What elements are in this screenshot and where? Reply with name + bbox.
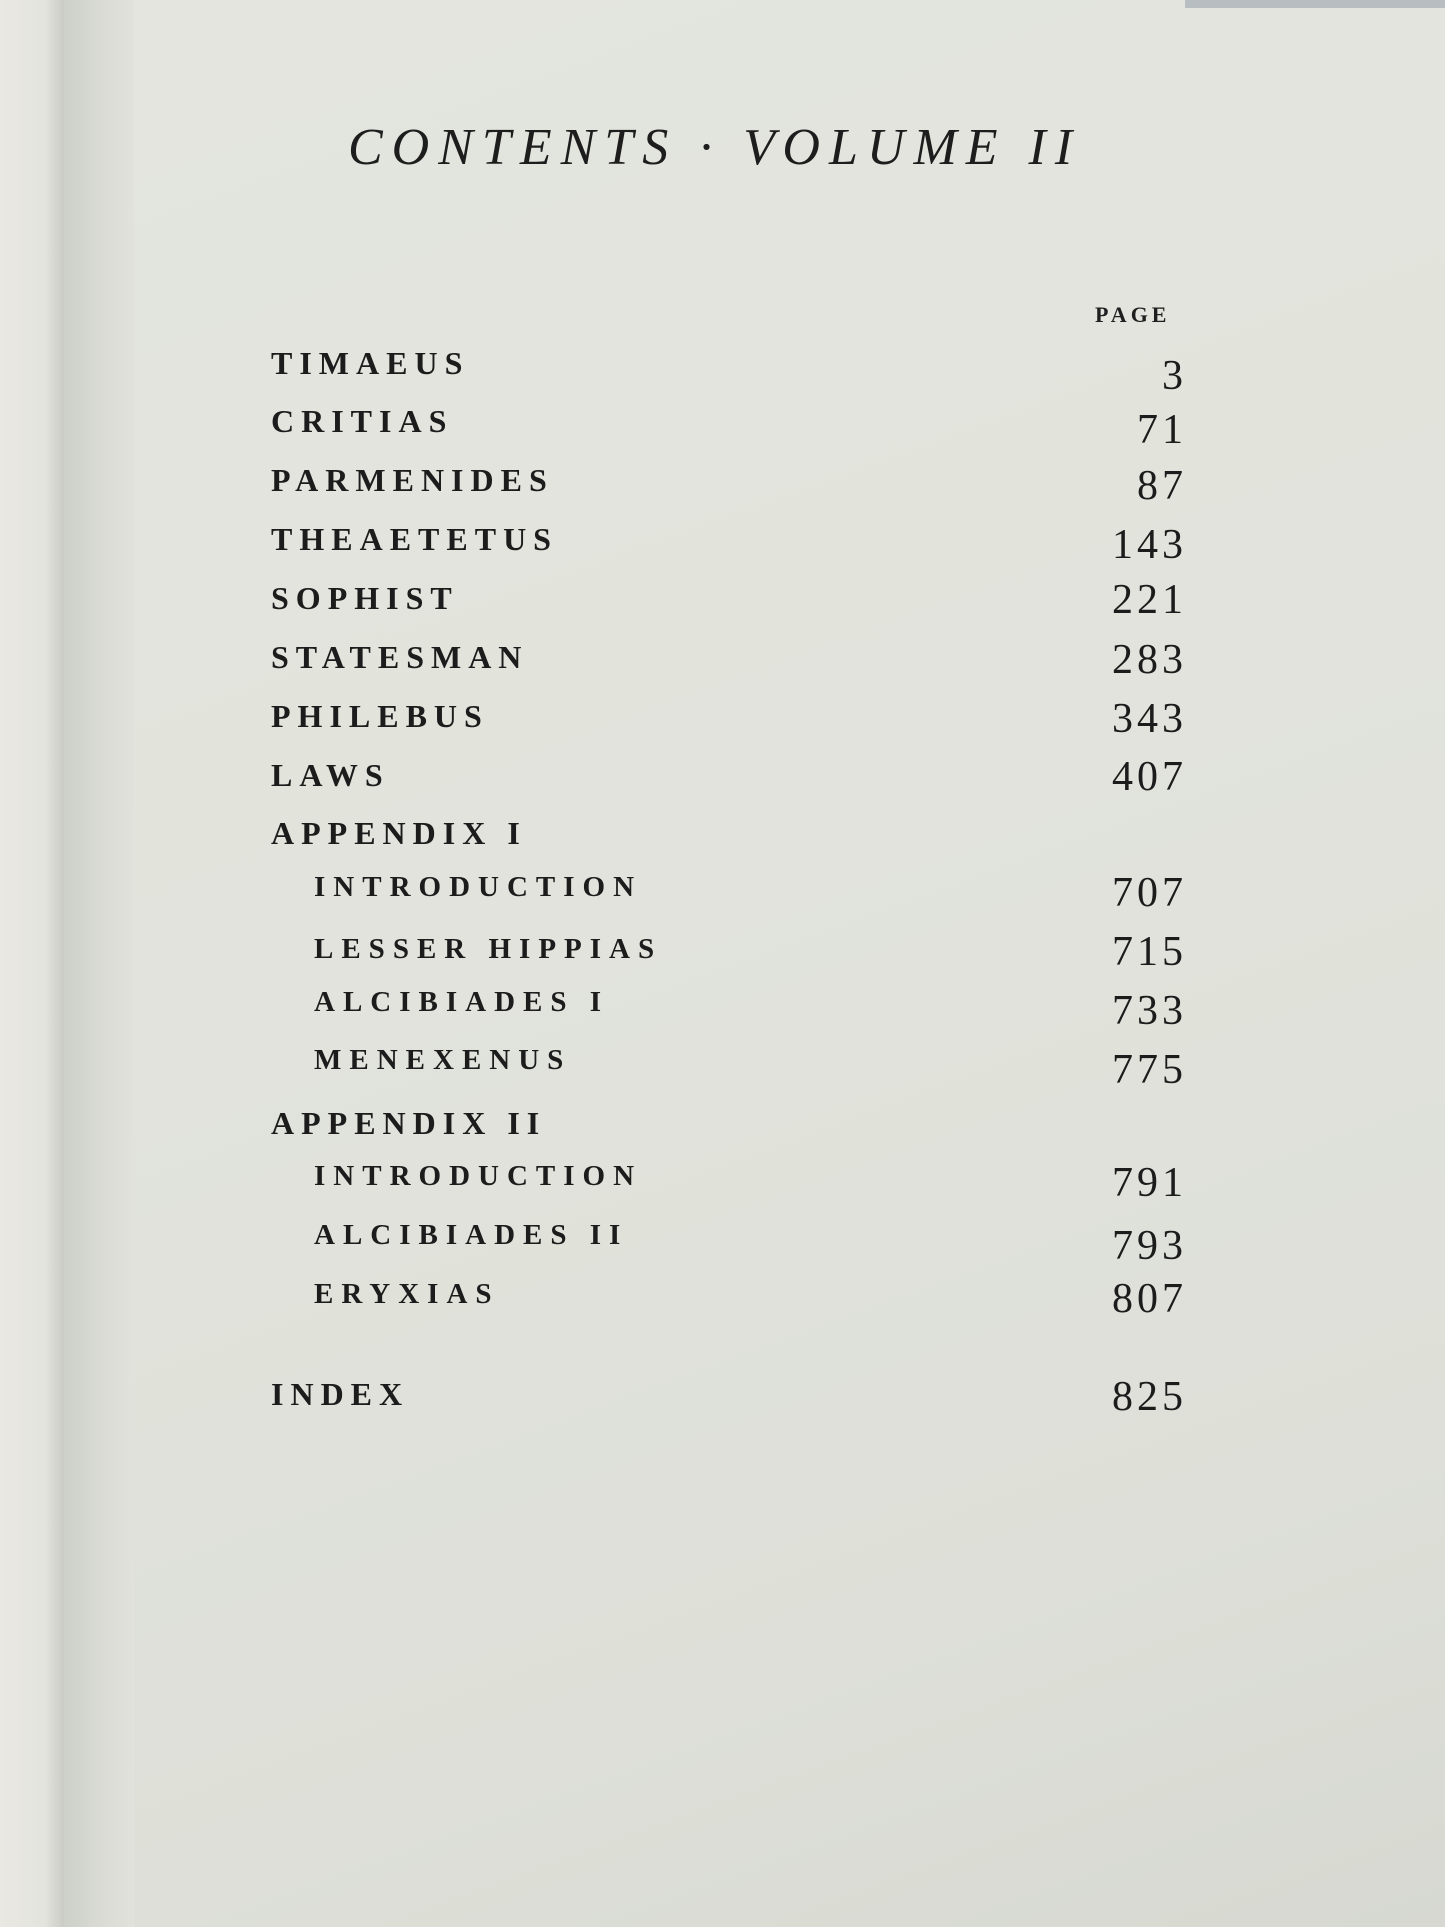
toc-section-appendix-ii: APPENDIX II <box>271 1105 547 1141</box>
toc-page-timaeus: 3 <box>1162 353 1187 399</box>
toc-entry-lesser-hippias: LESSER HIPPIAS <box>314 933 663 965</box>
toc-page-introduction-appendix-ii: 791 <box>1112 1160 1187 1206</box>
toc-page-index: 825 <box>1112 1374 1187 1420</box>
toc-entry-statesman: STATESMAN <box>271 639 529 675</box>
toc-page-philebus: 343 <box>1112 696 1187 742</box>
toc-page-lesser-hippias: 715 <box>1112 929 1187 975</box>
toc-page-alcibiades-ii: 793 <box>1112 1223 1187 1269</box>
toc-page-theaetetus: 143 <box>1112 522 1187 568</box>
toc-section-appendix-i: APPENDIX I <box>271 815 527 851</box>
page-title: CONTENTS · VOLUME II <box>348 119 1082 176</box>
toc-entry-sophist: SOPHIST <box>271 580 459 616</box>
toc-page-sophist: 221 <box>1112 577 1187 623</box>
toc-page-menexenus: 775 <box>1112 1047 1187 1093</box>
toc-page-critias: 71 <box>1137 407 1187 453</box>
toc-entry-introduction-appendix-ii: INTRODUCTION <box>314 1160 643 1192</box>
toc-entry-theaetetus: THEAETETUS <box>271 521 558 557</box>
toc-page-statesman: 283 <box>1112 637 1187 683</box>
toc-page-introduction-appendix-i: 707 <box>1112 870 1187 916</box>
book-gutter <box>64 0 134 1927</box>
toc-entry-alcibiades-i: ALCIBIADES I <box>314 986 610 1018</box>
toc-entry-timaeus: TIMAEUS <box>271 345 470 381</box>
toc-page-alcibiades-i: 733 <box>1112 988 1187 1034</box>
toc-page-eryxias: 807 <box>1112 1276 1187 1322</box>
page-column-header: PAGE <box>1095 302 1171 327</box>
toc-entry-introduction-appendix-i: INTRODUCTION <box>314 871 643 903</box>
toc-entry-eryxias: ERYXIAS <box>314 1278 500 1310</box>
previous-page-edge <box>0 0 64 1927</box>
toc-entry-philebus: PHILEBUS <box>271 698 489 734</box>
toc-page-parmenides: 87 <box>1137 463 1187 509</box>
background-strip <box>1185 0 1445 8</box>
toc-entry-index: INDEX <box>271 1376 410 1412</box>
toc-entry-menexenus: MENEXENUS <box>314 1044 572 1076</box>
toc-entry-alcibiades-ii: ALCIBIADES II <box>314 1219 629 1251</box>
toc-entry-parmenides: PARMENIDES <box>271 462 554 498</box>
toc-entry-laws: LAWS <box>271 757 390 793</box>
toc-entry-critias: CRITIAS <box>271 403 454 439</box>
toc-page-laws: 407 <box>1112 754 1187 800</box>
